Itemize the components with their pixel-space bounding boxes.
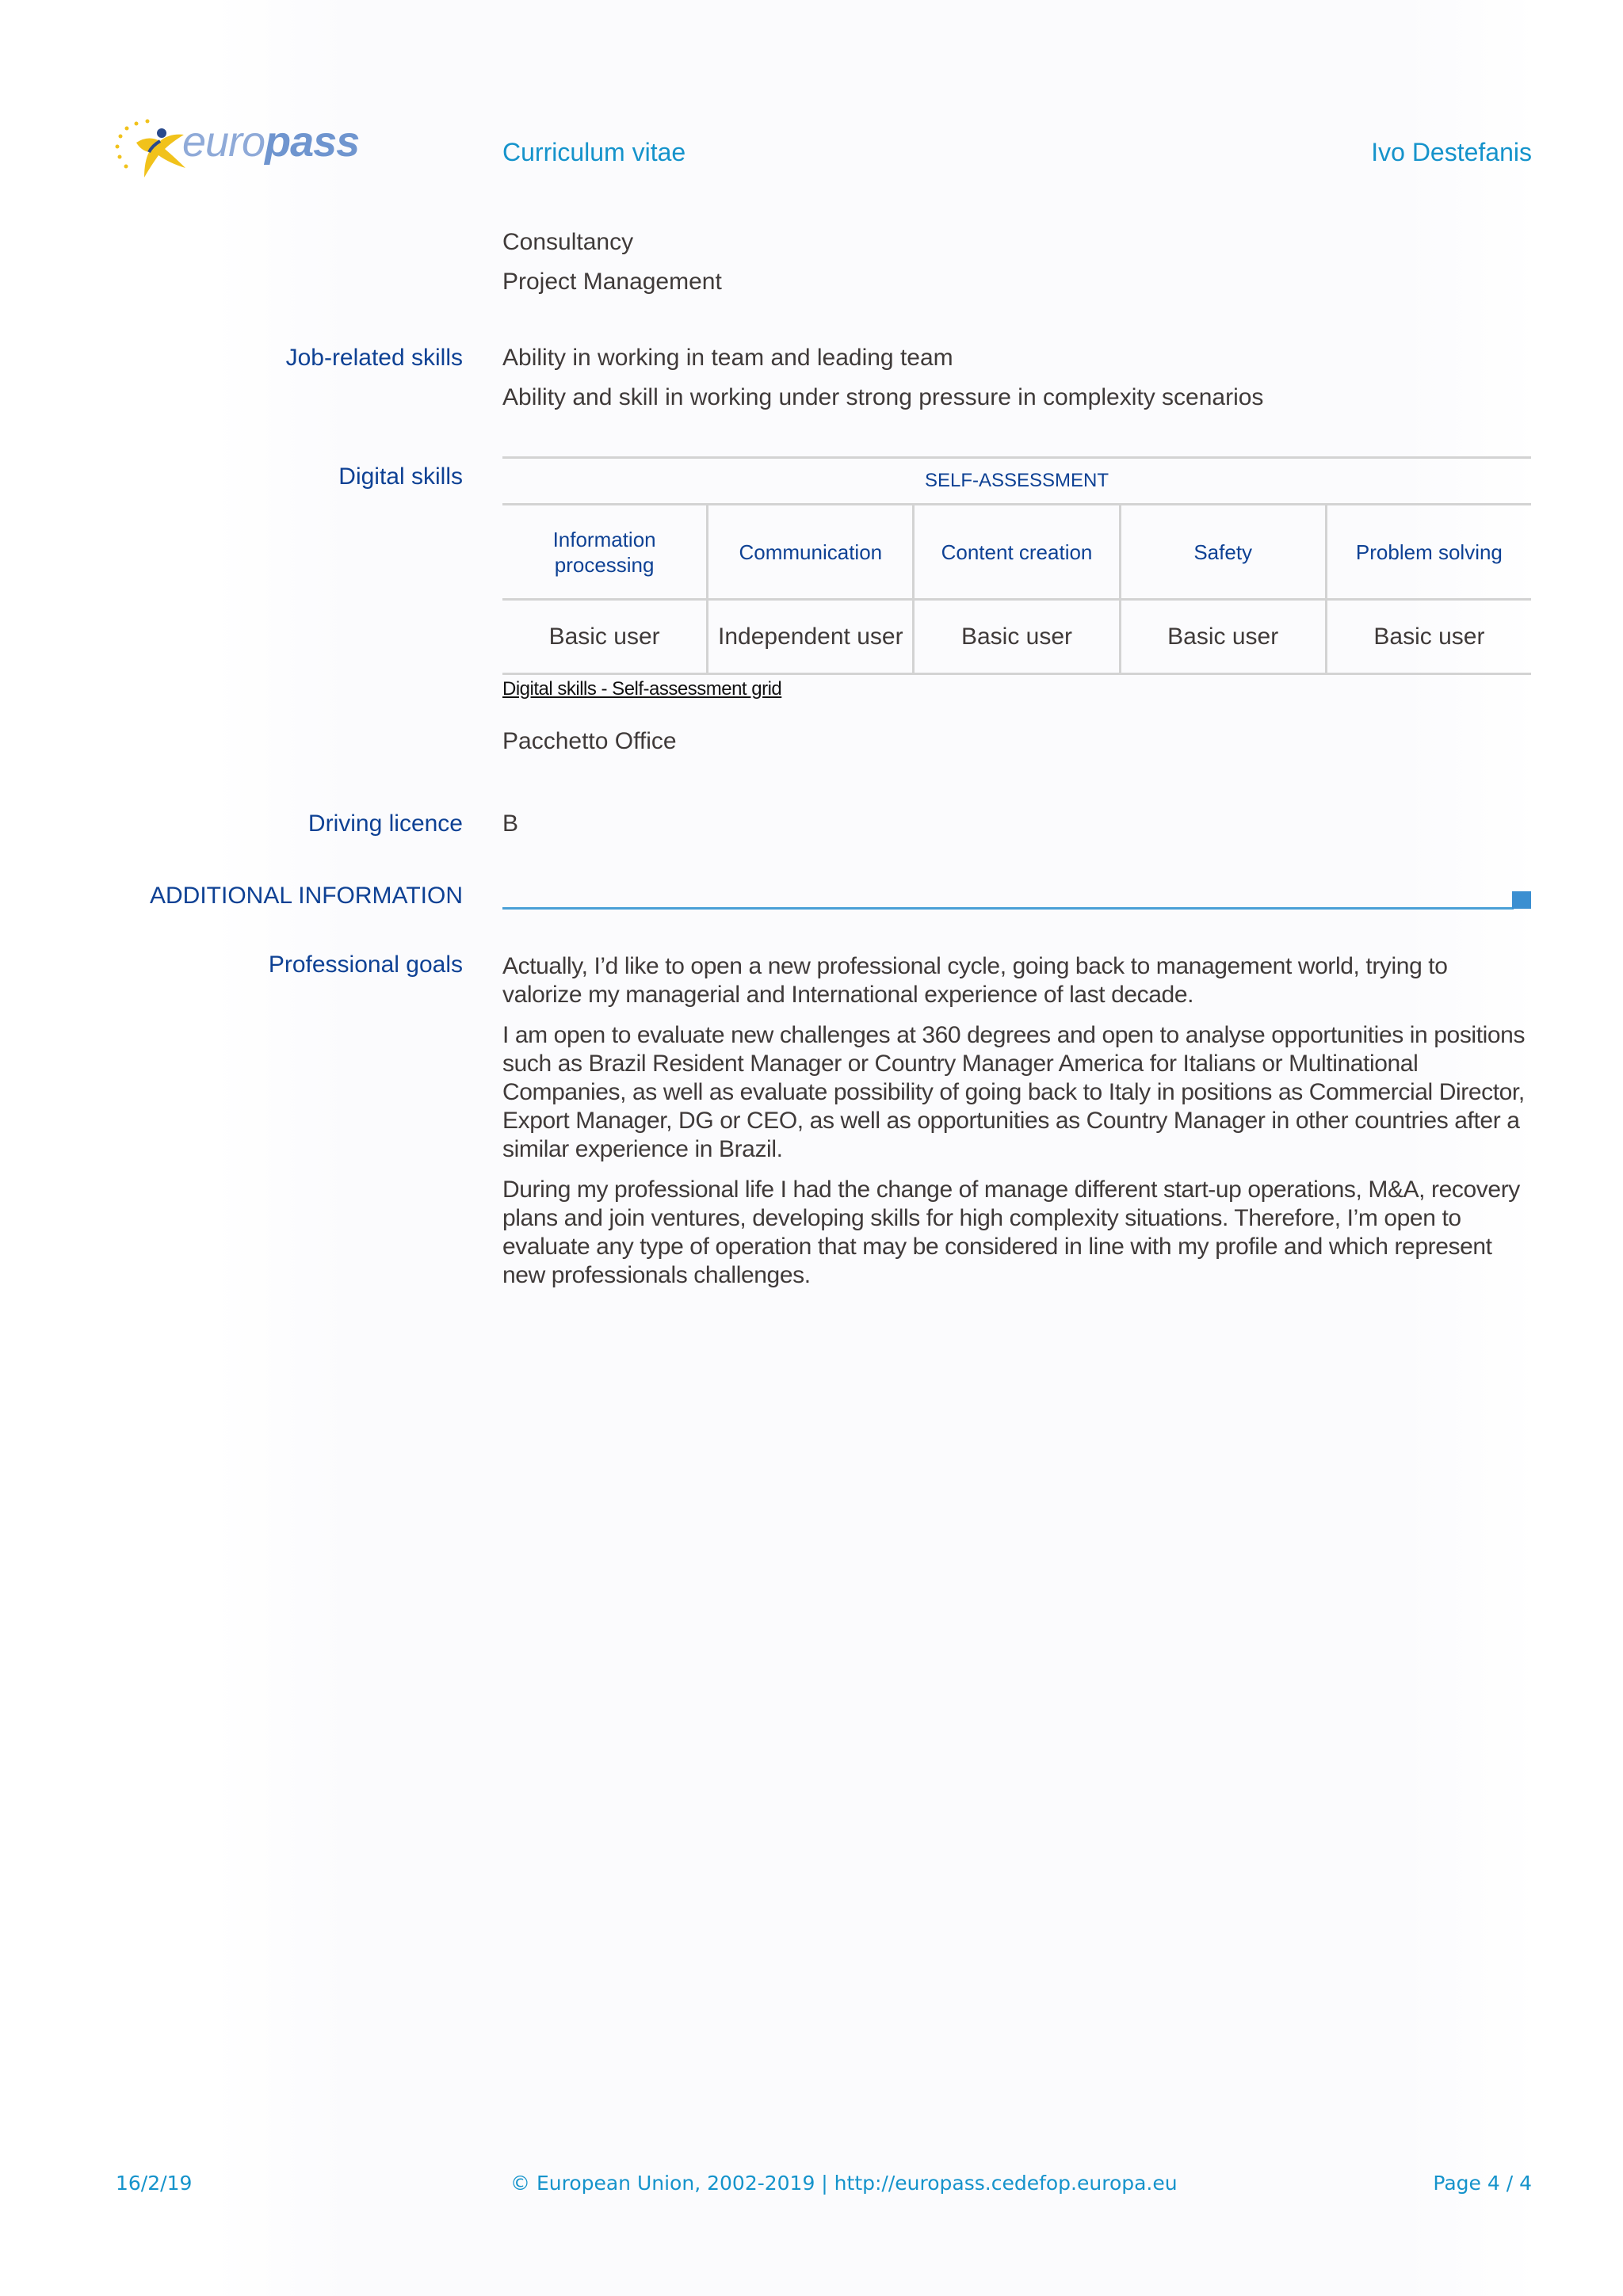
job-skill-line-1: Ability in working in team and leading team [502,345,953,371]
digital-skills-note: Pacchetto Office [502,728,677,754]
digital-skills-label: Digital skills [338,463,463,490]
goals-paragraph-2: I am open to evaluate new challenges at 360 degrees and open to analyse opportunities in positions such as Brazil Resident Manager or Country Manager America for Italians or Multinational Companies, as well as evaluate possibility of going back to Italy in positions as Commercial Director, Export Manager, DG or CEO, as well as opportunities as Country Manager in other countries after a similar experience in Brazil. [502,1022,1526,1162]
top-line-1: Consultancy [502,229,634,255]
digital-skills-grid [502,456,1531,675]
grid-header-row [502,505,1531,601]
grid-header-information-processing: Information processing [502,505,708,598]
grid-header-problem-solving: Problem solving [1355,540,1503,564]
person-name: Ivo Destefanis [1371,138,1532,166]
driving-licence-label: Driving licence [307,810,463,837]
footer-page-number: Page 4 / 4 [1433,2172,1532,2195]
europass-logo [113,111,360,182]
grid-header-communication: Communication [708,505,915,598]
level-communication: Independent user [708,601,915,673]
document-title: Curriculum vitae [502,138,686,166]
section-marker-square [1512,891,1531,909]
driving-licence-value: B [502,810,519,837]
footer-copyright[interactable]: © European Union, 2002-2019 | http://europass.cedefop.europa.eu [510,2172,1178,2195]
level-safety: Basic user [1121,601,1327,673]
grid-header-content-creation: Content creation [915,505,1121,598]
europass-star-figure-icon [113,111,192,182]
goals-paragraph-1: Actually, I’d like to open a new professional cycle, going back to management world, trying to valorize my managerial and International experience of last decade. [502,953,1448,1008]
level-content-creation: Basic user [915,601,1121,673]
additional-information-heading: ADDITIONAL INFORMATION [149,883,463,909]
level-problem-solving: Basic user [1373,623,1485,650]
goals-paragraph-3: During my professional life I had the change of manage different start-up operations, M&A, recovery plans and join ventures, developing skills for high complexity situations. Therefore, I’m open to evaluate any type of operation that may be considered in line with my profile and which represent new professionals challenges. [502,1177,1520,1288]
level-information-processing: Basic user [502,601,708,673]
professional-goals-text [502,952,1533,1302]
europass-wordmark: europass [182,118,360,166]
section-divider-line [502,907,1514,910]
self-assessment-header: SELF-ASSESSMENT [502,456,1531,505]
self-assessment-grid-link[interactable]: Digital skills - Self-assessment grid [502,678,782,700]
job-related-skills-label: Job-related skills [285,345,463,371]
footer-date: 16/2/19 [116,2172,193,2195]
top-line-2: Project Management [502,269,722,295]
grid-level-row [502,601,1531,675]
job-skill-line-2: Ability and skill in working under strong pressure in complexity scenarios [502,384,1264,410]
professional-goals-label: Professional goals [268,952,463,978]
grid-header-safety: Safety [1121,505,1327,598]
